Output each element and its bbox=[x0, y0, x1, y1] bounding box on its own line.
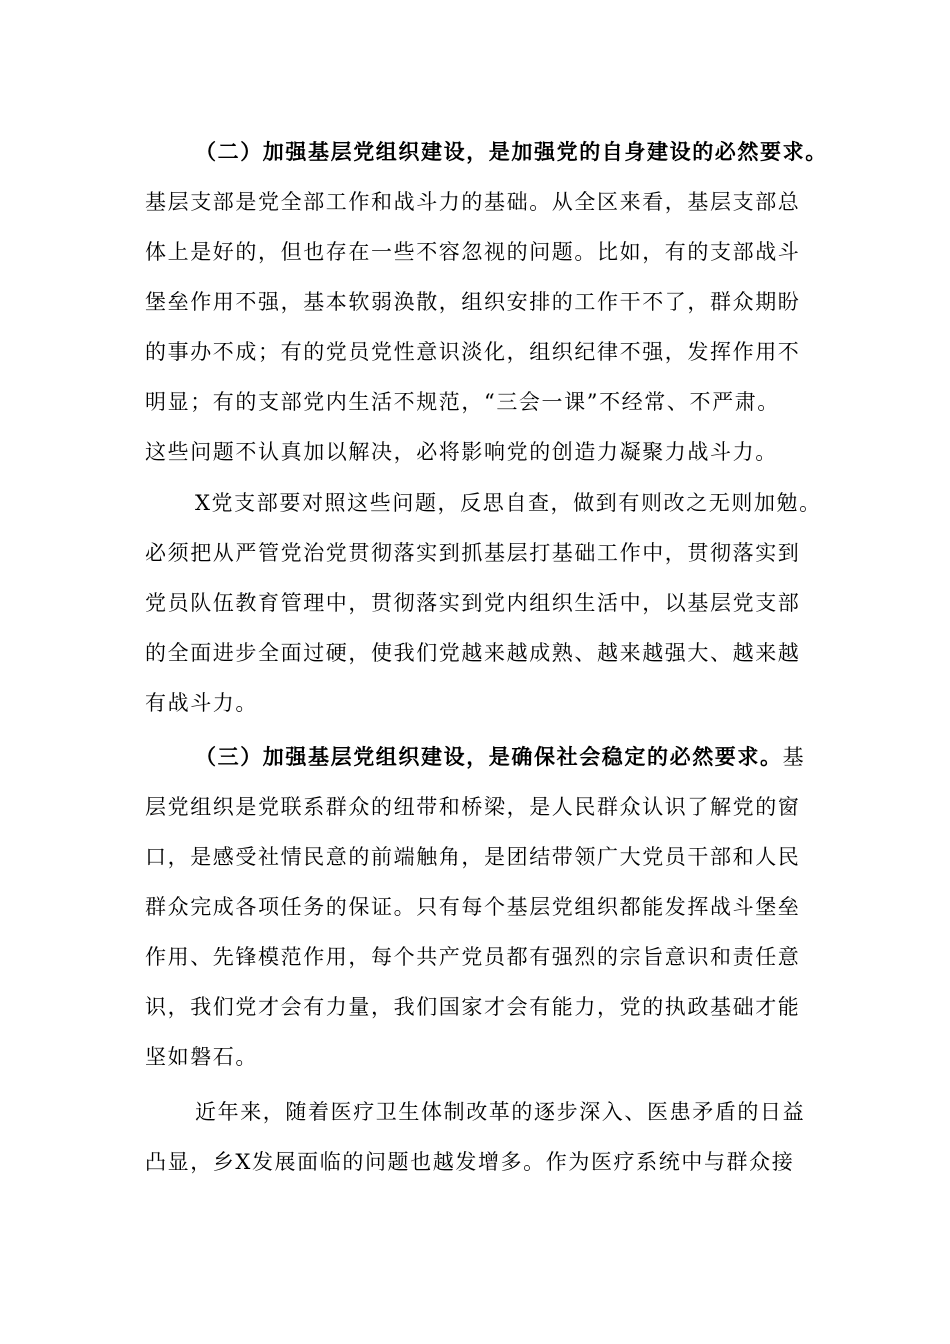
text-line bbox=[145, 688, 835, 718]
paragraph-heading-2 bbox=[195, 137, 835, 167]
body-text: 明显；有的支部党内生活不规范，“三会一课”不经常、不严肃。 bbox=[145, 390, 780, 414]
body-text: 的全面进步全面过硬，使我们党越来越成熟、越来越强大、越来越 bbox=[145, 641, 801, 665]
text-line bbox=[145, 792, 835, 822]
body-text: 基层支部是党全部工作和战斗力的基础。从全区来看，基层支部总 bbox=[145, 190, 801, 214]
body-text: 层党组织是党联系群众的纽带和桥梁，是人民群众认识了解党的窗 bbox=[145, 795, 801, 819]
text-line bbox=[145, 842, 835, 872]
body-text: 基 bbox=[782, 745, 806, 769]
body-text: 堡垒作用不强，基本软弱涣散，组织安排的工作干不了，群众期盼 bbox=[145, 290, 801, 314]
body-text: 有战斗力。 bbox=[145, 691, 258, 715]
body-text: 的事办不成；有的党员党性意识淡化，组织纪律不强，发挥作用不 bbox=[145, 340, 801, 364]
text-line bbox=[145, 538, 835, 568]
body-text: 识，我们党才会有力量，我们国家才会有能力，党的执政基础才能 bbox=[145, 995, 801, 1019]
text-line bbox=[145, 1042, 835, 1072]
body-text: 坚如磐石。 bbox=[145, 1045, 258, 1069]
text-line bbox=[195, 1097, 835, 1127]
heading-text: （三）加强基层党组织建设，是确保社会稳定的必然要求。 bbox=[195, 744, 783, 769]
text-line bbox=[145, 337, 835, 367]
text-line bbox=[145, 942, 835, 972]
text-line bbox=[145, 588, 835, 618]
text-line bbox=[145, 892, 835, 922]
text-line bbox=[145, 638, 835, 668]
text-line bbox=[145, 237, 835, 267]
text-line bbox=[145, 187, 835, 217]
text-line bbox=[145, 387, 835, 417]
body-text: 口，是感受社情民意的前端触角，是团结带领广大党员干部和人民 bbox=[145, 845, 801, 869]
body-text: 这些问题不认真加以解决，必将影响党的创造力凝聚力战斗力。 bbox=[145, 440, 778, 464]
body-text: 近年来，随着医疗卫生体制改革的逐步深入、医患矛盾的日益 bbox=[195, 1100, 806, 1124]
text-line bbox=[145, 437, 835, 467]
body-text: 作用、先锋模范作用，每个共产党员都有强烈的宗旨意识和责任意 bbox=[145, 945, 801, 969]
text-line bbox=[145, 1147, 835, 1177]
body-text: 群众完成各项任务的保证。只有每个基层党组织都能发挥战斗堡垒 bbox=[145, 895, 801, 919]
text-line bbox=[145, 992, 835, 1022]
body-text: 凸显，乡X发展面临的问题也越发增多。作为医疗系统中与群众接 bbox=[145, 1150, 795, 1174]
body-text: 必须把从严管党治党贯彻落实到抓基层打基础工作中，贯彻落实到 bbox=[145, 541, 801, 565]
text-line bbox=[145, 287, 835, 317]
body-text: 体上是好的，但也存在一些不容忽视的问题。比如，有的支部战斗 bbox=[145, 240, 801, 264]
paragraph-heading-3 bbox=[195, 742, 835, 772]
body-text: X党支部要对照这些问题，反思自查，做到有则改之无则加勉。 bbox=[195, 491, 822, 515]
text-line bbox=[195, 488, 835, 518]
body-text: 党员队伍教育管理中，贯彻落实到党内组织生活中，以基层党支部 bbox=[145, 591, 801, 615]
heading-text: （二）加强基层党组织建设，是加强党的自身建设的必然要求。 bbox=[195, 139, 828, 164]
